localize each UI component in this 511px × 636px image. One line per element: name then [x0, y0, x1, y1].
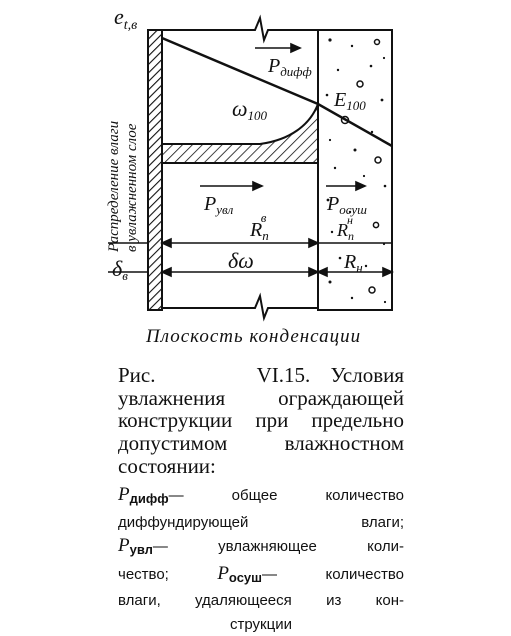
- label-e100: $E_{100}$: [333, 89, 366, 113]
- plane-label: Плоскость конденсации: [145, 326, 361, 347]
- legend-line-2: диффундирующей влаги;: [118, 511, 404, 535]
- caption-prefix: Рис.: [118, 363, 156, 387]
- label-p-diff: $Р_{дифф}$: [267, 55, 312, 79]
- label-p-uvl: $Р_{увл}$: [203, 193, 234, 217]
- caption-text: Условия увлажнения ограждающей конструкции при предельно допустимом влажностном состоянии:: [118, 363, 404, 478]
- top-break-line: [162, 18, 318, 40]
- label-rn-inner: $R_пв$: [249, 210, 269, 243]
- legend-line-6: струкции: [118, 613, 404, 636]
- legend-line-1: Рдифф— общее количество: [118, 483, 404, 511]
- caption-number: VI.15.: [257, 363, 311, 387]
- inner-layer-hatch: [148, 30, 162, 310]
- figure-legend: [118, 483, 404, 636]
- arrow-p-diff: [255, 44, 300, 52]
- label-rn: $R_н$: [343, 251, 363, 275]
- figure-caption: [118, 364, 404, 478]
- label-omega-100: ω100: [232, 96, 268, 123]
- svg-text:Распределение влаги: Распределение влаги: [106, 121, 122, 253]
- bottom-break-line: [162, 296, 318, 318]
- label-rn-outer: $R_пн$: [336, 213, 354, 243]
- legend-line-4: чество; Росуш— количество: [118, 562, 404, 590]
- label-et: $e_{t,в}$: [114, 4, 137, 33]
- vertical-label: [106, 121, 140, 253]
- arrow-p-uvl: [200, 182, 262, 190]
- label-delta-omega: δω: [228, 248, 254, 273]
- label-p-osush: $Р_{осуш}$: [326, 193, 367, 217]
- label-delta-v: δв: [112, 256, 128, 283]
- legend-line-5: влаги, удаляющееся из кон-: [118, 589, 404, 613]
- svg-text:в увлажненном слое: в увлажненном слое: [124, 123, 140, 252]
- legend-line-3: Рувл— увлажняющее коли-: [118, 534, 404, 562]
